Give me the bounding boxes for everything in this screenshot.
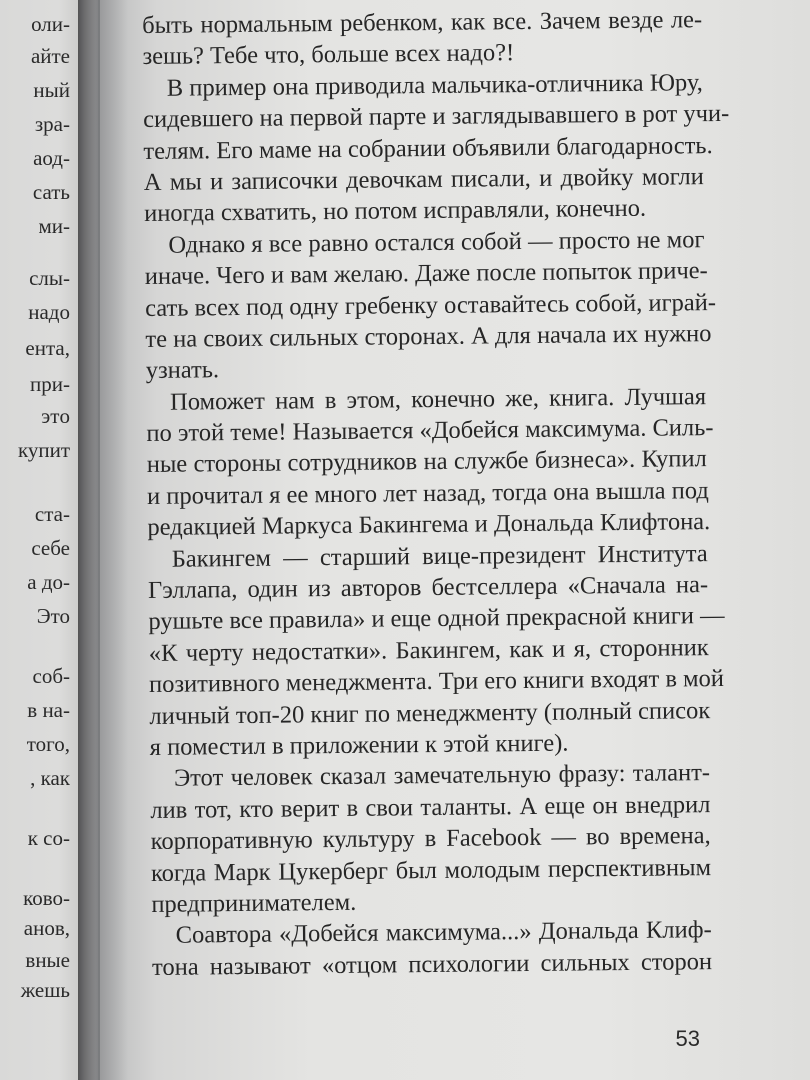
text-line: редакцией Маркуса Бакингема и Дональда Клифтона. (147, 508, 711, 542)
left-page-fragment: аод- (33, 146, 70, 170)
text-line: сидевшего на первой парте и заглядывавшего в рот учи- (143, 100, 730, 134)
left-page-fragment: ента, (25, 336, 70, 360)
left-page-fragment: ково- (23, 886, 70, 910)
text-line: лив тот, кто верит в свои таланты. А еще он внедрил (150, 790, 711, 824)
left-page-fragment: купит (17, 438, 70, 462)
text-line: и прочитал я ее много лет назад, тогда она вышла под (146, 476, 709, 510)
text-line: В пример она приводила мальчика-отличника Юру, (166, 68, 703, 102)
left-page-fragment: вные (25, 948, 70, 972)
text-line: Соавтора «Добейся максимума...» Дональда Клиф- (175, 916, 712, 950)
left-page-fragment: Это (36, 604, 70, 628)
left-page-fragment: ми- (38, 214, 70, 238)
left-page-fragment: оли- (31, 12, 70, 36)
left-page-fragment: соб- (32, 664, 70, 688)
left-page-fragment: к со- (27, 826, 70, 850)
text-line: корпоративную культуру в Facebook — во времена, (150, 822, 711, 856)
text-line: зешь? Тебе что, больше всех надо?! (142, 39, 515, 71)
text-line: по этой теме! Называется «Добейся максимума. Силь- (146, 414, 714, 448)
left-page-fragment: ста- (34, 502, 70, 526)
text-line: иногда схватить, но потом исправляли, конечно. (143, 195, 647, 228)
text-line: сать всех под одну гребенку оставайтесь собой, играй- (144, 288, 717, 322)
text-line: Этот человек сказал замечательную фразу: талант- (173, 759, 711, 793)
text-line: предпринимателем. (151, 888, 357, 918)
left-page-fragment: , как (30, 766, 70, 790)
text-line: Гэллапа, один из авторов бестселлера «Сначала на- (147, 571, 709, 604)
left-page-fragment: в на- (27, 698, 70, 722)
left-page-fragment: себе (31, 536, 70, 560)
left-page-fragment: а до- (27, 570, 70, 594)
text-line: «К черту недостатки». Бакингем, как и я, сторонник (148, 633, 709, 667)
text-line: рушьте все правила» и еще одной прекрасной книги — (148, 602, 725, 636)
left-page-fragment: айте (30, 44, 70, 68)
text-line: ные стороны сотрудников на службе бизнеса». Купил (146, 445, 707, 479)
left-page-fragment: анов, (23, 916, 70, 940)
text-line: быть нормальным ребенком, как все. Зачем везде ле- (142, 6, 703, 39)
left-page-fragment: зра- (34, 112, 70, 136)
text-line: позитивного менеджмента. Три его книги входят в мой (148, 665, 725, 699)
left-page-fragment: при- (30, 372, 70, 396)
text-line: телям. Его маме на собрании объявили благодарность. (143, 131, 713, 165)
text-line: Однако я все равно остался собой — просто не мог (168, 225, 705, 259)
text-line: те на своих сильных сторонах. А для начала их нужно (145, 319, 712, 353)
left-page-fragment: надо (28, 300, 70, 324)
text-line: тона называют «отцом психологии сильных сторон (151, 947, 713, 981)
text-line: Бакингем — старший вице-президент Института (171, 539, 708, 573)
page-number: 53 (675, 1026, 700, 1051)
left-page-fragment: ный (33, 78, 70, 102)
text-line: А мы и записочки девочкам писали, и двойку могли (143, 163, 704, 196)
text-line: когда Марк Цукерберг был молодым перспективным (150, 853, 712, 887)
left-page-fragment: жешь (20, 978, 70, 1002)
text-line: Поможет нам в этом, конечно же, книга. Лучшая (169, 382, 707, 416)
text-line: личный топ-20 книг по менеджменту (полный список (149, 696, 711, 730)
book-gutter (78, 0, 128, 1080)
text-line: иначе. Чего и вам желаю. Даже после попыток приче- (144, 257, 708, 291)
left-page-fragment: того, (26, 732, 70, 756)
left-page-fragment: слы- (29, 266, 70, 290)
left-page-fragment: сать (32, 180, 70, 204)
left-page-fragment: этo (41, 404, 70, 428)
text-line: узнать. (145, 356, 220, 385)
text-line: я поместил в приложении к этой книге). (149, 729, 569, 761)
page-body-text (142, 4, 730, 983)
